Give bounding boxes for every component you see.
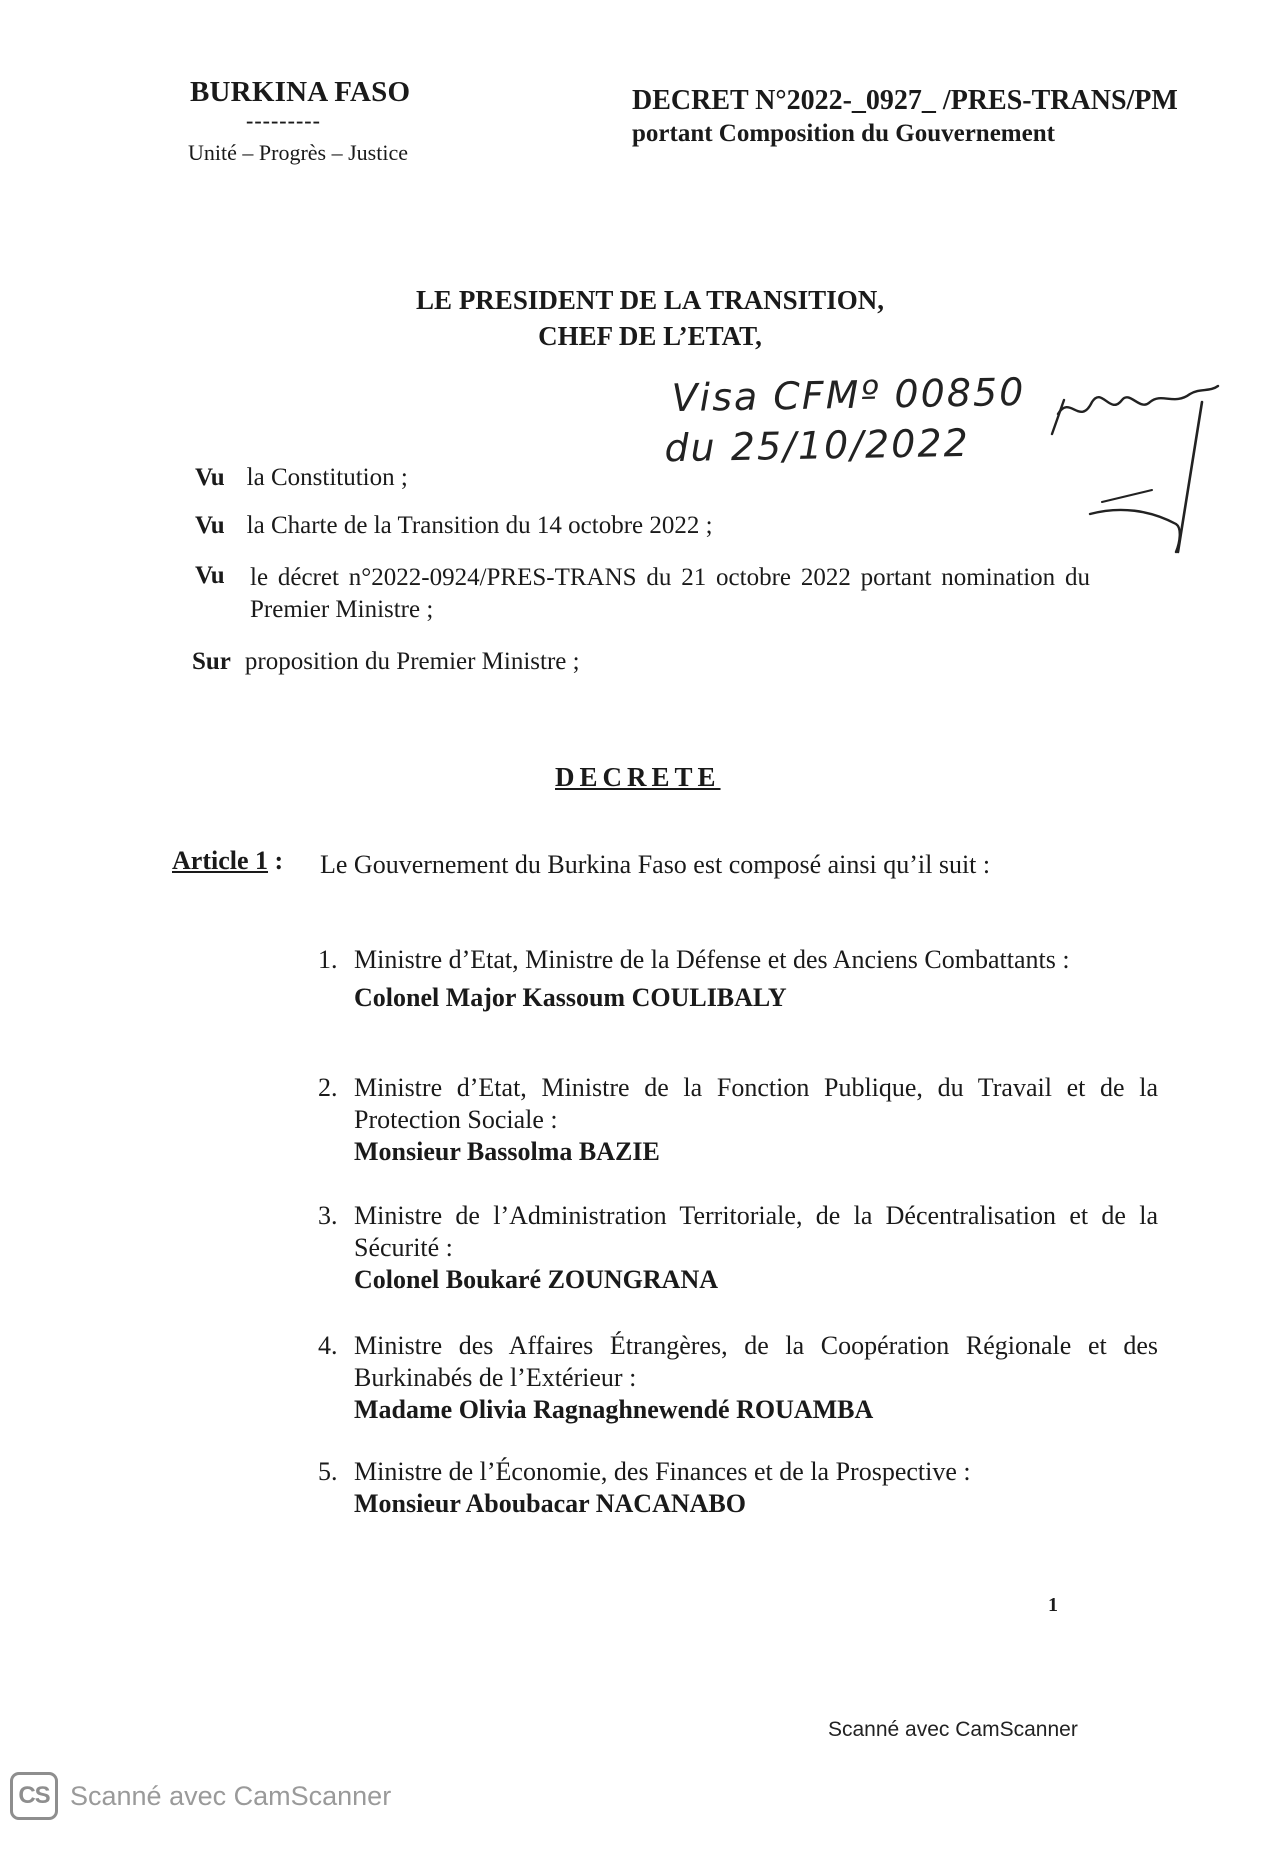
minister-title: Ministre d’Etat, Ministre de la Défense et des Anciens Combattants : <box>354 945 1070 974</box>
article-label-text: Article 1 <box>172 846 269 875</box>
scanner-watermark-text: Scanné avec CamScanner <box>828 1718 1078 1741</box>
minister-title: Ministre de l’Économie, des Finances et de la Prospective : <box>354 1457 971 1486</box>
article-label <box>172 846 283 876</box>
camscanner-logo-icon: CS <box>10 1772 58 1820</box>
scanner-watermark-label: Scanné avec CamScanner <box>70 1780 392 1811</box>
minister-name: Monsieur Aboubacar NACANABO <box>354 1489 746 1518</box>
article-label-colon: : <box>268 846 284 875</box>
minister-name: Monsieur Bassolma BAZIE <box>354 1137 660 1166</box>
visa-line-1: Visa CFMº 00850 <box>671 369 1026 421</box>
considerant-text: le décret n°2022-0924/PRES-TRANS du 21 octobre 2022 portant nomination du Premier Ministre ; <box>250 564 1090 623</box>
scanner-watermark-bar <box>10 1772 391 1820</box>
national-motto: Unité – Progrès – Justice <box>188 140 408 165</box>
minister-number: 2. <box>318 1073 338 1102</box>
visa-line-2: du 25/10/2022 <box>664 420 971 471</box>
minister-number: 1. <box>318 945 338 974</box>
minister-name: Colonel Boukaré ZOUNGRANA <box>354 1265 719 1294</box>
decree-title: DECRET N°2022-_0927_ /PRES-TRANS/PM <box>632 85 1178 116</box>
minister-item <box>318 1072 1158 1168</box>
considerant-label: Vu <box>195 464 225 491</box>
country-name: BURKINA FASO <box>190 76 411 108</box>
minister-number: 4. <box>318 1331 338 1360</box>
considerant-text: la Constitution ; <box>246 464 408 491</box>
minister-name: Madame Olivia Ragnaghnewendé ROUAMBA <box>354 1395 874 1424</box>
minister-item <box>318 1330 1158 1426</box>
header-divider: --------- <box>246 108 321 133</box>
considerant-row <box>192 648 1092 676</box>
considerant-label: Vu <box>195 562 225 589</box>
considerant-label: Vu <box>195 512 225 539</box>
decrete-heading: DECRETE <box>555 762 721 792</box>
minister-item <box>318 944 1158 1014</box>
considerant-row <box>195 562 1095 626</box>
minister-number: 3. <box>318 1201 338 1230</box>
considerant-text: proposition du Premier Ministre ; <box>244 648 580 675</box>
president-heading <box>200 282 1100 354</box>
minister-title: Ministre d’Etat, Ministre de la Fonction Publique, du Travail et de la Protection Sociale : <box>354 1073 1158 1134</box>
president-line-2: CHEF DE L’ETAT, <box>538 321 762 351</box>
considerant-text: la Charte de la Transition du 14 octobre 2022 ; <box>246 512 713 539</box>
considerant-label: Sur <box>192 648 231 675</box>
page-number: 1 <box>1048 1594 1058 1616</box>
considerant-row <box>195 512 1095 540</box>
president-line-1: LE PRESIDENT DE LA TRANSITION, <box>416 285 884 315</box>
decree-subtitle: portant Composition du Gouvernement <box>632 120 1055 147</box>
article-text: Le Gouvernement du Burkina Faso est composé ainsi qu’il suit : <box>320 850 991 879</box>
minister-title: Ministre des Affaires Étrangères, de la Coopération Régionale et des Burkinabés de l’Extérieur : <box>354 1331 1158 1392</box>
minister-name: Colonel Major Kassoum COULIBALY <box>354 983 787 1012</box>
minister-title: Ministre de l’Administration Territoriale, de la Décentralisation et de la Sécurité : <box>354 1201 1158 1262</box>
considerant-row <box>195 464 1095 492</box>
minister-number: 5. <box>318 1457 338 1486</box>
minister-item <box>318 1456 1158 1520</box>
handwritten-visa <box>664 367 1026 473</box>
minister-item <box>318 1200 1158 1296</box>
